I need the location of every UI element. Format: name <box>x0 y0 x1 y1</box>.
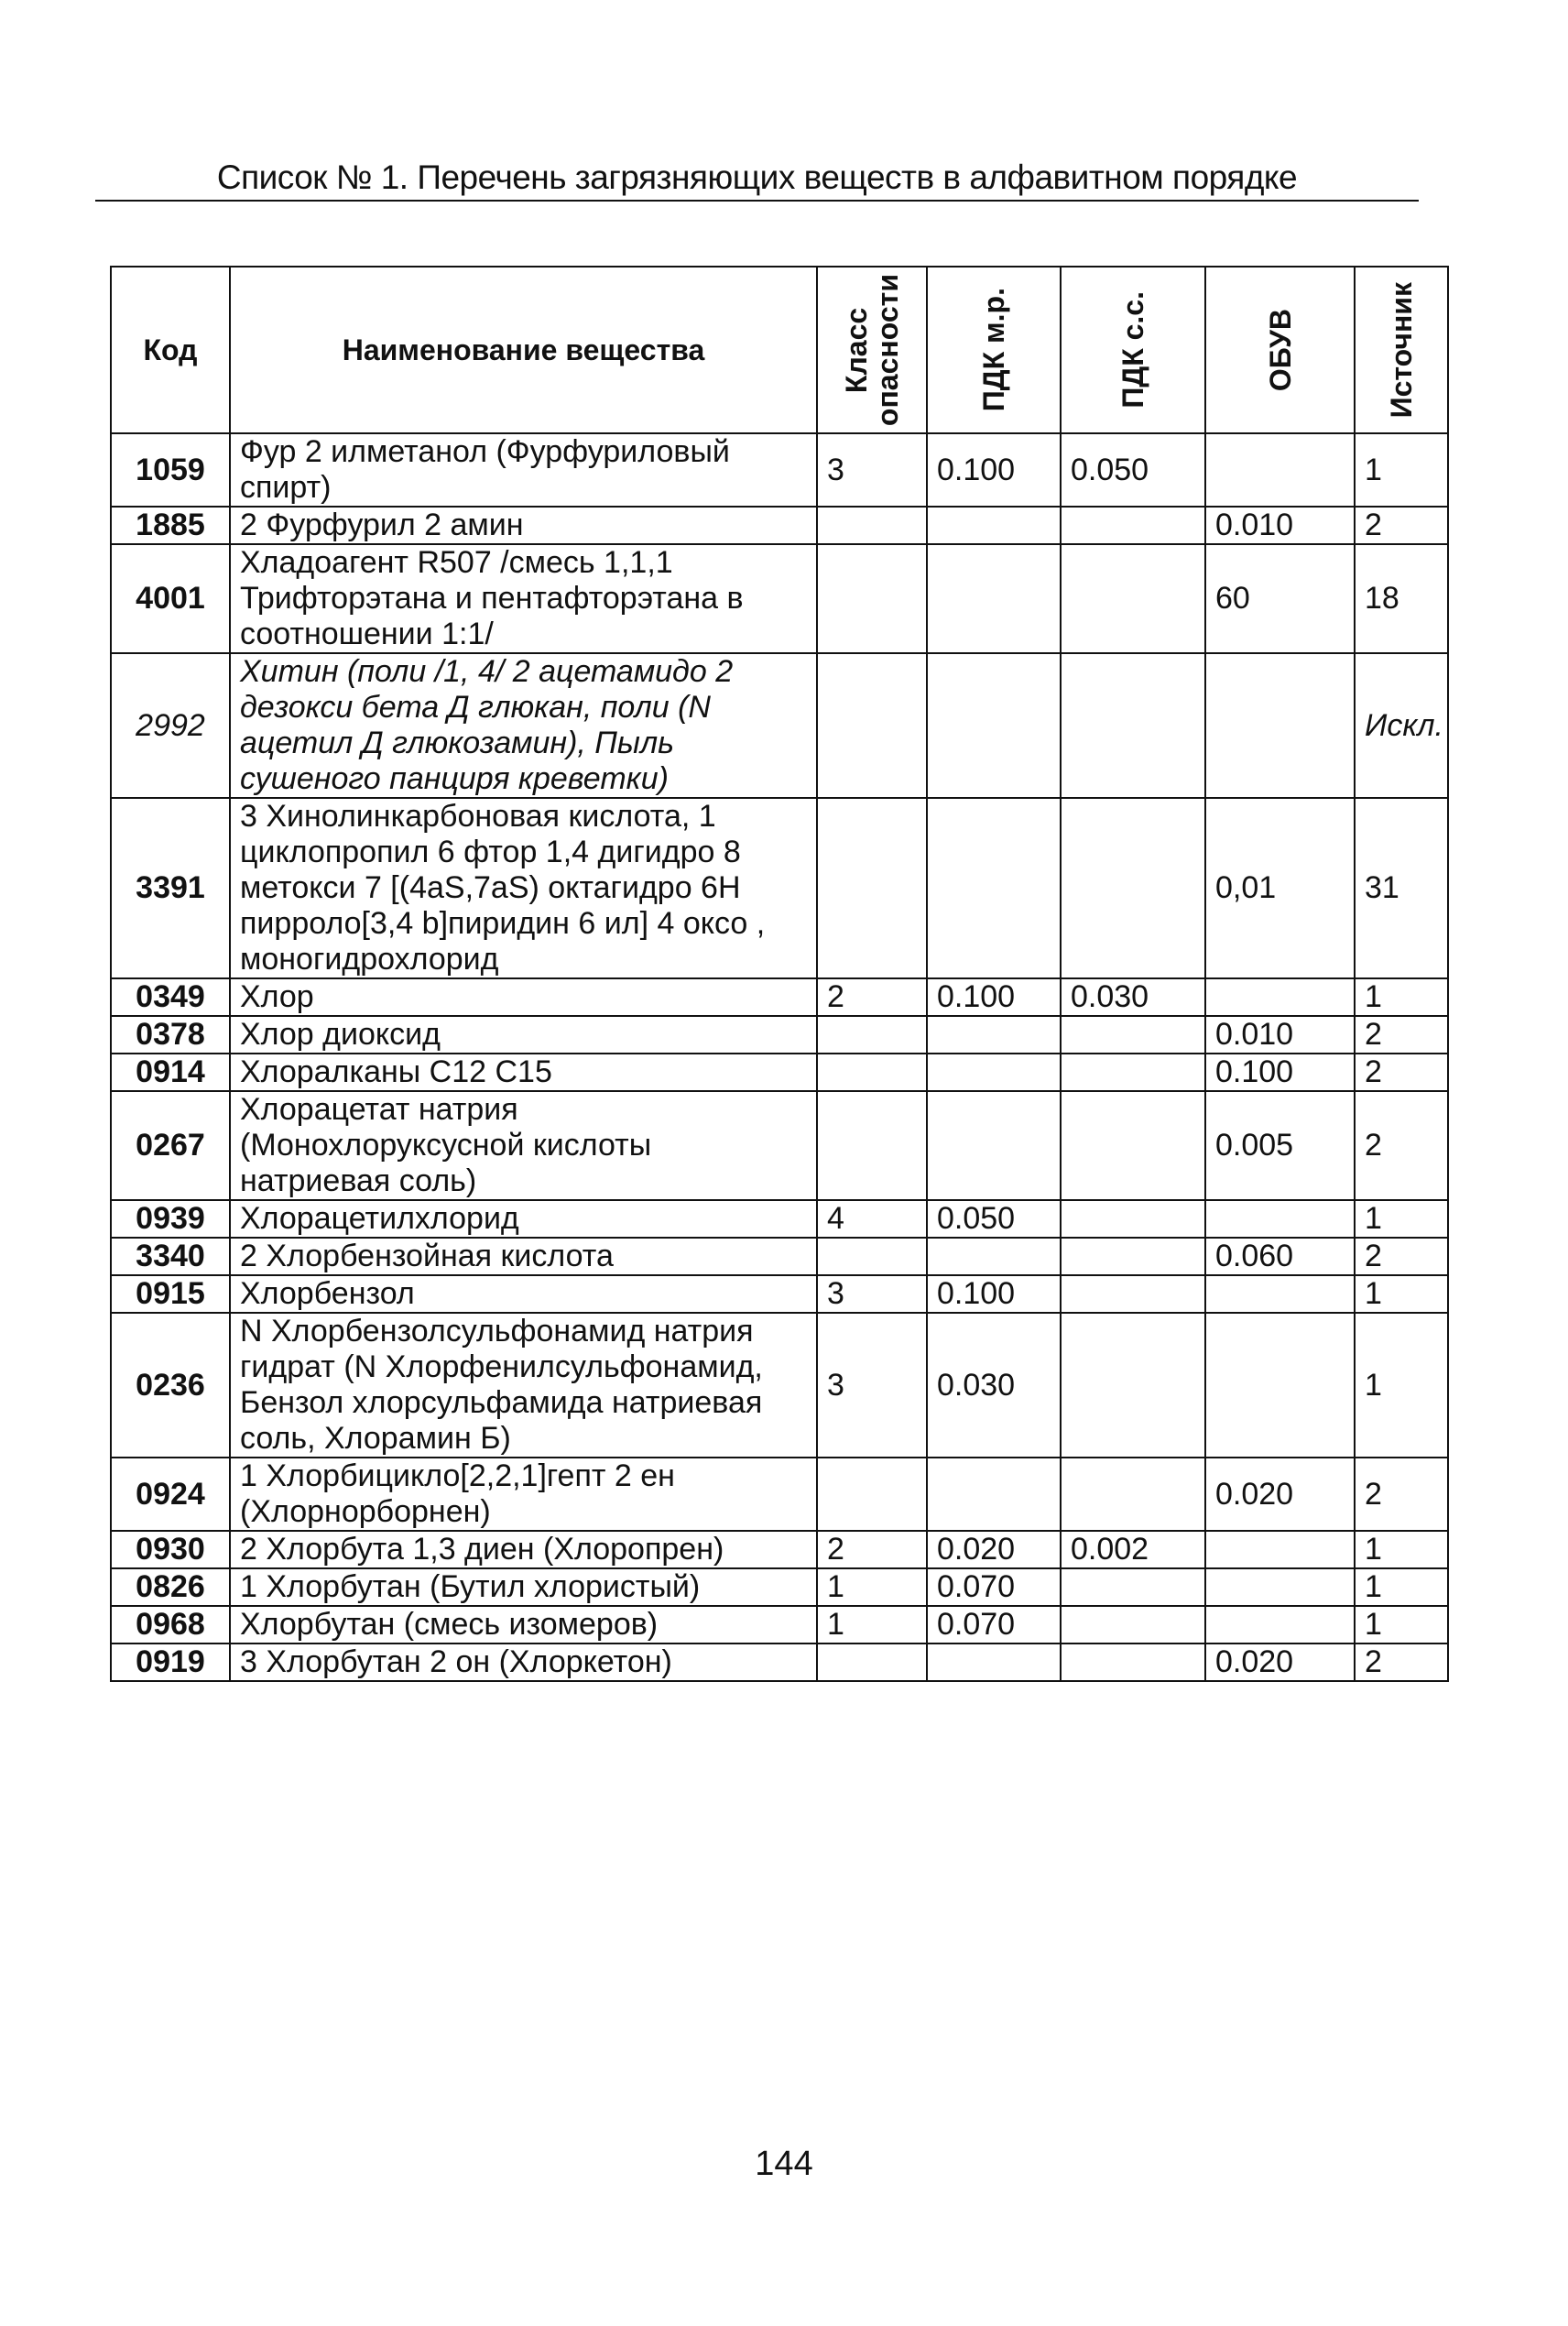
table-row <box>111 1458 1448 1531</box>
column-header-obuv <box>1205 267 1355 433</box>
cell-name: 3 Хинолинкарбоновая кислота, 1 циклопропил 6 фтор 1,4 дигидро 8 метокси 7 [(4aS,7aS) октагидро 6H пирроло[3,4 b]пиридин 6 ил] 4 оксо , моногидрохлорид <box>230 798 817 978</box>
cell-obuv <box>1205 433 1355 507</box>
cell-obuv: 0.010 <box>1205 1016 1355 1054</box>
cell-source: 2 <box>1355 1091 1448 1200</box>
cell-pdk-mr <box>927 653 1061 798</box>
cell-obuv <box>1205 653 1355 798</box>
table-row <box>111 1568 1448 1606</box>
cell-pdk-mr <box>927 1091 1061 1200</box>
cell-source: 31 <box>1355 798 1448 978</box>
cell-source: 1 <box>1355 1606 1448 1643</box>
column-header-hazard-class <box>817 267 927 433</box>
table-row <box>111 507 1448 544</box>
cell-pdk-mr <box>927 1643 1061 1681</box>
cell-name: N Хлорбензолсульфонамид натрия гидрат (N Хлорфенилсульфонамид, Бензол хлорсульфамида натриевая соль, Хлорамин Б) <box>230 1313 817 1458</box>
cell-pdk-mr: 0.050 <box>927 1200 1061 1238</box>
cell-pdk-mr: 0.100 <box>927 978 1061 1016</box>
cell-source: 1 <box>1355 1531 1448 1568</box>
cell-code: 0915 <box>111 1275 230 1313</box>
cell-pdk-mr <box>927 544 1061 653</box>
cell-source: 2 <box>1355 1238 1448 1275</box>
cell-pdk-mr: 0.100 <box>927 1275 1061 1313</box>
cell-source: 2 <box>1355 1643 1448 1681</box>
cell-obuv: 0.020 <box>1205 1458 1355 1531</box>
cell-code: 0939 <box>111 1200 230 1238</box>
cell-hazard-class <box>817 1643 927 1681</box>
cell-obuv: 0.100 <box>1205 1054 1355 1091</box>
cell-obuv: 60 <box>1205 544 1355 653</box>
cell-source: 18 <box>1355 544 1448 653</box>
cell-source: 1 <box>1355 1200 1448 1238</box>
column-header-name: Наименование вещества <box>230 267 817 433</box>
cell-pdk-ss <box>1061 1568 1205 1606</box>
cell-code: 0236 <box>111 1313 230 1458</box>
cell-pdk-ss <box>1061 1054 1205 1091</box>
table-header-row <box>111 267 1448 433</box>
cell-hazard-class: 3 <box>817 433 927 507</box>
cell-source: Искл. <box>1355 653 1448 798</box>
column-header-obuv-label: ОБУВ <box>1263 308 1297 392</box>
cell-code: 1059 <box>111 433 230 507</box>
cell-obuv <box>1205 1568 1355 1606</box>
cell-name: Хлорбутан (смесь изомеров) <box>230 1606 817 1643</box>
table-row <box>111 1054 1448 1091</box>
cell-pdk-ss: 0.030 <box>1061 978 1205 1016</box>
cell-hazard-class <box>817 1458 927 1531</box>
cell-obuv <box>1205 1200 1355 1238</box>
table-row <box>111 978 1448 1016</box>
cell-obuv <box>1205 1531 1355 1568</box>
table-row <box>111 1606 1448 1643</box>
cell-hazard-class: 2 <box>817 1531 927 1568</box>
cell-code: 0826 <box>111 1568 230 1606</box>
cell-pdk-ss <box>1061 1200 1205 1238</box>
table-row <box>111 798 1448 978</box>
cell-hazard-class <box>817 1054 927 1091</box>
cell-source: 1 <box>1355 1568 1448 1606</box>
cell-name: 2 Хлорбута 1,3 диен (Хлоропрен) <box>230 1531 817 1568</box>
cell-pdk-ss: 0.002 <box>1061 1531 1205 1568</box>
cell-pdk-mr: 0.020 <box>927 1531 1061 1568</box>
cell-pdk-ss <box>1061 1643 1205 1681</box>
cell-source: 1 <box>1355 1313 1448 1458</box>
cell-pdk-ss <box>1061 544 1205 653</box>
table-row <box>111 433 1448 507</box>
table-body <box>111 433 1448 1681</box>
cell-code: 0968 <box>111 1606 230 1643</box>
table-row <box>111 1238 1448 1275</box>
cell-name: Хлор диоксид <box>230 1016 817 1054</box>
cell-name: 3 Хлорбутан 2 он (Хлоркетон) <box>230 1643 817 1681</box>
cell-code: 0914 <box>111 1054 230 1091</box>
cell-hazard-class <box>817 1091 927 1200</box>
table-row <box>111 1275 1448 1313</box>
cell-source: 2 <box>1355 507 1448 544</box>
cell-name: Хлорбензол <box>230 1275 817 1313</box>
cell-obuv: 0.020 <box>1205 1643 1355 1681</box>
cell-hazard-class <box>817 544 927 653</box>
cell-source: 2 <box>1355 1458 1448 1531</box>
cell-pdk-ss <box>1061 653 1205 798</box>
cell-code: 0919 <box>111 1643 230 1681</box>
column-header-pdk-mr-label: ПДК м.р. <box>977 288 1010 412</box>
cell-pdk-mr: 0.030 <box>927 1313 1061 1458</box>
cell-code: 2992 <box>111 653 230 798</box>
substances-table <box>110 266 1449 1682</box>
page-number: 144 <box>755 2145 813 2183</box>
page-title: Список № 1. Перечень загрязняющих веществ в алфавитном порядке <box>216 158 1298 196</box>
cell-name: 2 Хлорбензойная кислота <box>230 1238 817 1275</box>
cell-hazard-class: 3 <box>817 1313 927 1458</box>
cell-code: 0924 <box>111 1458 230 1531</box>
cell-pdk-mr <box>927 1016 1061 1054</box>
cell-name: Хлор <box>230 978 817 1016</box>
cell-name: 2 Фурфурил 2 амин <box>230 507 817 544</box>
cell-source: 2 <box>1355 1016 1448 1054</box>
cell-name: 1 Хлорбутан (Бутил хлористый) <box>230 1568 817 1606</box>
table-row <box>111 1016 1448 1054</box>
cell-pdk-ss <box>1061 1238 1205 1275</box>
cell-name: 1 Хлорбицикло[2,2,1]гепт 2 ен (Хлорнорборнен) <box>230 1458 817 1531</box>
cell-code: 3340 <box>111 1238 230 1275</box>
cell-code: 3391 <box>111 798 230 978</box>
cell-hazard-class: 1 <box>817 1568 927 1606</box>
cell-code: 1885 <box>111 507 230 544</box>
cell-hazard-class <box>817 1016 927 1054</box>
column-header-pdk-mr <box>927 267 1061 433</box>
cell-name: Хлоралканы C12 C15 <box>230 1054 817 1091</box>
cell-hazard-class <box>817 798 927 978</box>
cell-hazard-class: 4 <box>817 1200 927 1238</box>
cell-pdk-mr <box>927 798 1061 978</box>
column-header-pdk-ss-label: ПДК с.с. <box>1116 291 1149 409</box>
cell-pdk-mr <box>927 1054 1061 1091</box>
table-row <box>111 1091 1448 1200</box>
cell-name: Хлорацетилхлорид <box>230 1200 817 1238</box>
cell-pdk-ss <box>1061 1313 1205 1458</box>
cell-obuv <box>1205 978 1355 1016</box>
cell-source: 2 <box>1355 1054 1448 1091</box>
cell-name: Фур 2 илметанол (Фурфуриловый спирт) <box>230 433 817 507</box>
header-rule <box>95 200 1419 202</box>
cell-source: 1 <box>1355 978 1448 1016</box>
cell-obuv: 0.005 <box>1205 1091 1355 1200</box>
cell-hazard-class: 2 <box>817 978 927 1016</box>
cell-name: Хлорацетат натрия (Монохлоруксусной кислоты натриевая соль) <box>230 1091 817 1200</box>
cell-pdk-mr <box>927 1238 1061 1275</box>
cell-hazard-class <box>817 1238 927 1275</box>
cell-obuv: 0.010 <box>1205 507 1355 544</box>
cell-obuv <box>1205 1606 1355 1643</box>
cell-pdk-ss <box>1061 1275 1205 1313</box>
cell-name: Хитин (поли /1, 4/ 2 ацетамидо 2 дезокси бета Д глюкан, поли (N ацетил Д глюкозамин), Пыль сушеного панциря креветки) <box>230 653 817 798</box>
cell-code: 0267 <box>111 1091 230 1200</box>
cell-hazard-class <box>817 653 927 798</box>
cell-code: 0930 <box>111 1531 230 1568</box>
cell-pdk-mr <box>927 507 1061 544</box>
table-row <box>111 1531 1448 1568</box>
cell-obuv <box>1205 1275 1355 1313</box>
cell-hazard-class <box>817 507 927 544</box>
cell-pdk-ss <box>1061 798 1205 978</box>
cell-pdk-mr: 0.070 <box>927 1606 1061 1643</box>
cell-pdk-ss <box>1061 1016 1205 1054</box>
table-row <box>111 1643 1448 1681</box>
cell-pdk-ss <box>1061 507 1205 544</box>
column-header-source <box>1355 267 1448 433</box>
cell-pdk-ss <box>1061 1606 1205 1643</box>
column-header-code: Код <box>111 267 230 433</box>
cell-pdk-ss <box>1061 1458 1205 1531</box>
cell-name: Хладоагент R507 /смесь 1,1,1 Трифторэтана и пентафторэтана в соотношении 1:1/ <box>230 544 817 653</box>
cell-pdk-mr: 0.070 <box>927 1568 1061 1606</box>
cell-pdk-mr <box>927 1458 1061 1531</box>
cell-obuv <box>1205 1313 1355 1458</box>
table-row <box>111 544 1448 653</box>
cell-source: 1 <box>1355 1275 1448 1313</box>
table-row <box>111 1313 1448 1458</box>
cell-obuv: 0,01 <box>1205 798 1355 978</box>
table-row <box>111 653 1448 798</box>
column-header-source-label: Источник <box>1385 281 1418 419</box>
cell-hazard-class: 3 <box>817 1275 927 1313</box>
cell-source: 1 <box>1355 433 1448 507</box>
cell-code: 0378 <box>111 1016 230 1054</box>
column-header-pdk-ss <box>1061 267 1205 433</box>
column-header-hazard-class-label: Класс опасности <box>840 273 904 427</box>
cell-obuv: 0.060 <box>1205 1238 1355 1275</box>
cell-code: 0349 <box>111 978 230 1016</box>
cell-pdk-ss: 0.050 <box>1061 433 1205 507</box>
table-row <box>111 1200 1448 1238</box>
cell-pdk-ss <box>1061 1091 1205 1200</box>
cell-hazard-class: 1 <box>817 1606 927 1643</box>
cell-pdk-mr: 0.100 <box>927 433 1061 507</box>
cell-code: 4001 <box>111 544 230 653</box>
